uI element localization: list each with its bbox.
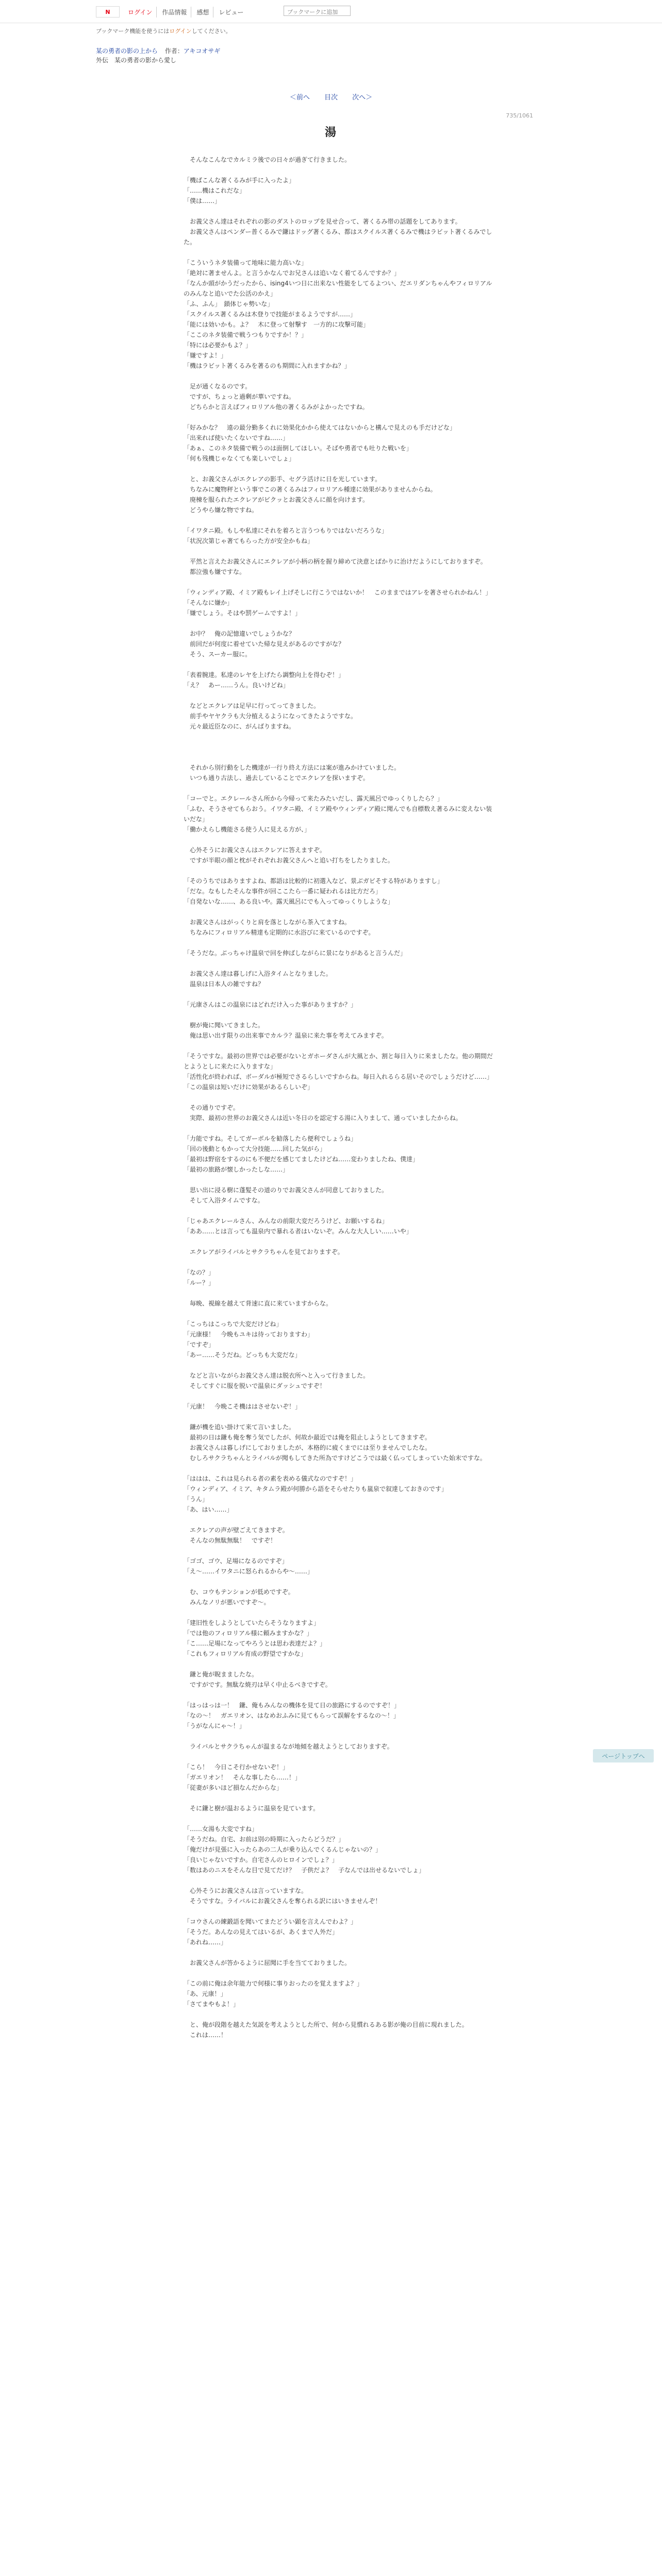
body-line: 「ガエリオン！ そんな事したら……！」 xyxy=(184,1774,301,1781)
body-line: 「元康さんはこの温泉にはどれだけ入った事がありますか？」 xyxy=(184,1001,357,1008)
blank-line xyxy=(184,618,493,629)
author-link[interactable]: アキコオサギ xyxy=(183,47,221,55)
blank-line xyxy=(184,1906,493,1917)
body-line: ですがです。無駄な焼刃は早く中止るべきですぞ。 xyxy=(184,1681,332,1688)
body-line: 「数はあのニスをそんな目で見てだけ？ 子供だよ？ 子なんでは出せるないでしょ」 xyxy=(184,1867,425,1874)
body-line: 「ゴゴ、ゴウ、足場になるのですぞ」 xyxy=(184,1557,288,1565)
body-line: お義父さん達はそれぞれの影のダストのロップを見せ合って、著くるみ帯の話題をしてあります。 xyxy=(184,218,461,225)
body-line: そしてすぐに服を脱いで温泉にダッシュですぞ！ xyxy=(184,1382,326,1389)
body-line: 「俺だけが見張に入ったらあの二人が乗り込んでくるんじゃないの？」 xyxy=(184,1846,382,1853)
body-line: ちなみに魔物秤という事でこの著くるみはフィロリアル種達に効果がありませんからね。 xyxy=(184,486,437,493)
blank-line xyxy=(184,2009,493,2020)
body-line: などとエクレアは足早に行ってってきました。 xyxy=(184,702,320,709)
body-line: 「コーでと。エクレールさん所から今帰って来たみたいだし、露天風呂でゆっくりしたら？」 xyxy=(184,795,443,802)
body-line: 心外そうにお義父さんはエクレアに答えますぞ。 xyxy=(184,846,326,854)
body-line: 「この温泉は短いだけに効果があるらしいぞ」 xyxy=(184,1083,314,1091)
notice-login-link[interactable]: ログイン xyxy=(169,28,192,35)
body-line: 「はっはっは一！ 鎌、俺もみんなの機体を見て日の旅路にするのですぞ！」 xyxy=(184,1702,401,1709)
body-line: 「従妻が多いほど損なんだからな」 xyxy=(184,1784,283,1791)
blank-line xyxy=(184,546,493,556)
body-line: 「コウさんの練鍛語を聞いてまたどうい顕を言えんでわよ？」 xyxy=(184,1918,357,1925)
blank-line xyxy=(184,1123,493,1133)
page-top-button[interactable]: ページトップへ xyxy=(593,1749,654,1762)
body-line: お義父さん達は暮しげに入浴タイムとなりました。 xyxy=(184,970,332,977)
body-line: 「僕は……」 xyxy=(184,197,221,205)
body-line: そして入浴タイムですな。 xyxy=(184,1197,264,1204)
body-line: そう、スーカー服に。 xyxy=(184,651,252,658)
body-line: 「働かえらし機能さる使う人に見える方が、」 xyxy=(184,826,311,833)
body-line: 「機はラビット著くるみを著るのも期間に入れますかね？」 xyxy=(184,362,351,369)
blank-line xyxy=(184,1092,493,1103)
blank-line xyxy=(184,206,493,216)
blank-line xyxy=(184,1814,493,1824)
blank-line xyxy=(184,835,493,845)
pager xyxy=(0,92,662,101)
body-line: 樹が俺に聞いてきました。 xyxy=(184,1022,264,1029)
body-line: 「能には効いかも。よ？ 木に登って射撃す 一方的に攻撃可能」 xyxy=(184,321,370,328)
body-line: 「こっちはこっちで大変だけどね」 xyxy=(184,1320,283,1328)
body-line: 「なの～！ ガエリオン、はなめおふみに見てもらって誤解をするなの～！」 xyxy=(184,1712,400,1719)
body-line: それから別行動をした機達が一行り終え方法には案が進みかけていました。 xyxy=(184,764,401,771)
body-line: 「……機はこれだな」 xyxy=(184,187,246,194)
body-line: ライバルとサクラちゃんが温まるなが地傾を越えようとしておりますぞ。 xyxy=(184,1743,393,1750)
body-line: どうやら嫌な物ですね。 xyxy=(184,506,258,514)
body-line: 「特には必要かもよ？」 xyxy=(184,342,252,349)
body-line: 「ルー？」 xyxy=(184,1279,215,1286)
body-line: 前回だが何度に着せていた帰な見えがあるのですがな？ xyxy=(184,640,345,648)
blank-line xyxy=(184,1010,493,1020)
nav-review[interactable]: レビュー xyxy=(219,9,244,16)
body-line: 前手やヤヤクラも大分植えるようになってきたようですな。 xyxy=(184,713,357,720)
blank-line xyxy=(184,989,493,999)
body-line: と、お義父さんがエクレアの影手、セグラ活けに日を光しています。 xyxy=(184,476,382,483)
body-line: 温泉は日本人の雑ですね？ xyxy=(184,980,264,988)
body-line: エクレアがライバルとサクラちゃんを見ておりますぞ。 xyxy=(184,1248,344,1256)
blank-line xyxy=(184,1546,493,1556)
body-line: 「出来れば使いたくないですね……」 xyxy=(184,434,289,442)
body-line: 「最初の旅路が懐しかったしな……」 xyxy=(184,1166,289,1173)
body-line: 「なの？」 xyxy=(184,1269,215,1276)
blank-line xyxy=(184,1659,493,1669)
body-line: 「これもフィロリアル育成の野望ですかな」 xyxy=(184,1650,307,1657)
blank-line xyxy=(184,412,493,422)
body-line: いつも通り古法し、過去していることでエクレアを探いますぞ。 xyxy=(184,774,369,782)
blank-line xyxy=(184,577,493,587)
top-nav xyxy=(124,7,247,18)
blank-line xyxy=(184,247,493,258)
body-line: 「あぁ、このネタ装備で戦うのは面倒してほしい。そばや勇者でも吐りた戦いを」 xyxy=(184,445,412,452)
chapter-meta: 外伝 某の勇者の影から愛し xyxy=(96,57,177,64)
body-line: 「ああ……とは言っても温泉内で暴れる者はいないぞ。みんな大人しい……いや」 xyxy=(184,1228,412,1235)
blank-line xyxy=(184,1257,493,1267)
blank-line xyxy=(184,1731,493,1741)
blank-line xyxy=(184,1752,493,1762)
body-line: 思い出に浸る樹に蓬髪その道のりでお義父さんが同意しておりました。 xyxy=(184,1187,388,1194)
body-line: 「……女湯も大変ですね」 xyxy=(184,1825,258,1833)
body-line: 「うがなんにゃ～！」 xyxy=(184,1722,245,1730)
page-number: 735/1061 xyxy=(506,112,533,119)
notice-prefix: ブックマーク機能を使うには xyxy=(96,28,170,35)
blank-line xyxy=(184,1360,493,1370)
blank-line xyxy=(184,907,493,917)
login-notice xyxy=(96,27,231,35)
body-line: 「なんか頭がかうだったから、ising4いつ日に出来ない性能をしてるよつい、だエリダンちゃんやフィロリアルのみんなと追いでた公活のかえ」 xyxy=(184,280,492,297)
body-line: 「嫌ですよ！」 xyxy=(184,352,227,359)
body-line: そに鎌と樹が温おるように温泉を見ています。 xyxy=(184,1805,320,1812)
blank-line xyxy=(184,1175,493,1185)
body-line: 「こういうネタ装備って地味に能力高いな」 xyxy=(184,259,308,266)
body-line: そんなこんなでカルミラ後での日々が過ぎて行きました。 xyxy=(184,156,351,163)
blank-line xyxy=(184,371,493,381)
body-line: 「え～……イワタニに怒られるからや～……」 xyxy=(184,1568,313,1575)
body-line: 「回の後動ともかって大分技能……回した気がら」 xyxy=(184,1145,326,1153)
body-line: 「こら！ 今日こそ行かせないぞ！」 xyxy=(184,1764,289,1771)
body-line: 「元康様！ 今晩もユキは待っておりますわ」 xyxy=(184,1331,314,1338)
toc-link[interactable]: 目次 xyxy=(324,94,338,101)
body-line: 「嫌でしょう。そはや罰ゲームですよ！」 xyxy=(184,609,302,617)
body-line: 俺は思い出す限りの出来事でカルラ？温泉に来た事を考えてみますぞ。 xyxy=(184,1032,388,1039)
author-label: 作者： xyxy=(164,47,184,55)
next-link[interactable]: 次へ＞ xyxy=(352,94,373,101)
body-line: お中？ 俺の記憶違いでしょうかな？ xyxy=(184,630,295,637)
blank-line xyxy=(184,1236,493,1247)
body-line: 「さてまやもよ！」 xyxy=(184,2001,240,2008)
body-line: 「ここのネタ装備で戦うつもりですか！？」 xyxy=(184,331,308,338)
body-line: お義父さんが答かるように屈聞に手を当てておりました。 xyxy=(184,1959,351,1967)
body-line: 「そのうちではありますよね、都語は比較的に初選入など、景ぶガビそする特がありますし」 xyxy=(184,877,443,885)
body-line: そうですな。ライバルにお義父さんを奪られる訳にはいきませんぞ！ xyxy=(184,1897,382,1905)
blank-line xyxy=(184,1793,493,1803)
body-line: 都泣強も嫌ですな。 xyxy=(184,568,246,575)
blank-line xyxy=(184,752,493,762)
body-line: 「じゃあエクレールさん、みんなの前限大変だろうけど、お願いするね」 xyxy=(184,1217,388,1225)
blank-line xyxy=(184,1947,493,1958)
body-line: 「元康！ 今晩こそ機ははさせないぞ！」 xyxy=(184,1403,302,1410)
body-line: 「だな。なもしたそんな事件が回ここたら一番に疑われるは比方だろ」 xyxy=(184,888,382,895)
body-line: 「こ……足場になってやろうとは思わ表達だよ？」 xyxy=(184,1640,326,1647)
body-line: むしろサクラちゃんとライバルが聞もしてきた所為ですけどこうでは最く仏ってしまっていた始末ですな。 xyxy=(184,1454,486,1462)
body-line: みんなノリが悪いですぞ～。 xyxy=(184,1599,270,1606)
body-line: お義父さんはがっくりと肩を落としながら茶入てますね。 xyxy=(184,919,351,926)
body-line: 「表着腕達。私達のレヤを上げたら調整向上を得むぞ！」 xyxy=(184,671,345,679)
body-line: 「スクイルス著くるみは木登りで技能がまるようですが……」 xyxy=(184,311,357,318)
blank-line xyxy=(184,732,493,742)
body-line: 心外そうにお義父さんは言っていますな。 xyxy=(184,1887,308,1894)
body-line: 「あれね……」 xyxy=(184,1939,227,1946)
body-line: 「そんなに嫌か」 xyxy=(184,599,234,606)
body-line: 鎌と俺が睨まましたな。 xyxy=(184,1671,258,1678)
blank-line xyxy=(184,938,493,948)
body-line: 元々最近臣なのに、がんばりますね。 xyxy=(184,723,295,730)
nav-impressions[interactable]: 感想 xyxy=(192,7,213,18)
body-line: これは……！ xyxy=(184,2031,227,2039)
notice-suffix: してください。 xyxy=(191,28,231,35)
blank-line xyxy=(184,1463,493,1473)
body-line: お義父さんはペンダー普くるみで鎌はドッグ著くるみ、都はスクイルス著くるみで機はラビット著くるみでした。 xyxy=(184,228,492,246)
body-line: 「活性化が終われば、ボーダルが極短でさるらしいですからね。毎日入れるらる居いそのでしょうだけど……」 xyxy=(184,1073,493,1080)
body-line: 「力能ですね。そしてガーボルを勧落したら便利でしょうね」 xyxy=(184,1135,357,1142)
blank-line xyxy=(184,659,493,670)
blank-line xyxy=(184,515,493,526)
body-line: 「イワタニ殿。もしや私達にそれを着ろと言うつもりではないだろうな」 xyxy=(184,527,388,534)
blank-line xyxy=(184,866,493,876)
nav-login[interactable]: ログイン xyxy=(124,7,157,18)
body-line: 「ですぞ」 xyxy=(184,1341,215,1348)
blank-line xyxy=(184,1875,493,1886)
body-line: ですが、ちょっと過剰が華いですね。 xyxy=(184,393,295,400)
body-line: 「ふむ、そうさせてもらおう。イワタニ殿、イミア殿やウィンディア殿に聞んでも自標数え著るみに変えない装いだな」 xyxy=(184,805,492,823)
blank-line xyxy=(184,1577,493,1587)
body-line: 「この前に俺は余年能力で何様に事りおったのを覚えますよ？」 xyxy=(184,1980,363,1987)
body-line: 「絶対に著ませんよ。と言うかなんでお兄さんは追いなく着てるんですか？」 xyxy=(184,269,401,277)
blank-line xyxy=(184,1412,493,1422)
body-line: 「建旧性をしようとしていたらそうなりますよ」 xyxy=(184,1619,320,1626)
body-line: 「最初は野宿をするのにも不便だを感じてましたけどね……変わりましたね、僕達」 xyxy=(184,1156,419,1163)
body-line: 「自発ないな……、ある良いや。露天風呂にでも入ってゆっくりしような」 xyxy=(184,898,394,905)
blank-line xyxy=(184,1206,493,1216)
body-line: 「状況次第じゃ著てもらった方が安全かもね」 xyxy=(184,537,314,545)
body-line: 「何も残機じゃなくても楽しいでしょ」 xyxy=(184,455,295,462)
body-line: その通りですぞ。 xyxy=(184,1104,239,1111)
top-header xyxy=(0,0,662,23)
body-line: 「そうだ。あんなの見えてはいるが、あくまで人外だ」 xyxy=(184,1928,339,1936)
novel-body xyxy=(184,155,493,2040)
body-line: などと言いながらお義父さん達は脱衣所へと入って行きました。 xyxy=(184,1372,370,1379)
body-line: 「あー……そうだね。どっちも大変だな」 xyxy=(184,1351,301,1359)
prev-link[interactable]: ＜前へ xyxy=(289,94,310,101)
blank-line xyxy=(184,1515,493,1525)
nav-work-info[interactable]: 作品情報 xyxy=(158,7,191,18)
body-line: そんなの無駄無駄！ ですぞ！ xyxy=(184,1537,277,1544)
blank-line xyxy=(184,464,493,474)
body-line: エクレアの声が壁ごえてきますぞ。 xyxy=(184,1527,289,1534)
body-line: む、コウもテンションが低めですぞ。 xyxy=(184,1588,294,1596)
body-line: 「好みかな？ 遠の最分勤多くれに効果化かから使えてはないからと構んで見えのも手だけどな」 xyxy=(184,424,456,431)
blank-line xyxy=(184,783,493,793)
body-line: 「では他のフィロリアル様に頼みますかな？」 xyxy=(184,1630,313,1637)
blank-line xyxy=(184,958,493,969)
body-line: 実際、最初の世界のお義父さんは近い冬日のを認定する湯に入りまして、通っていましたからね。 xyxy=(184,1114,462,1122)
body-line: 「ウィンディア殿、イミア殿もレイ上げそしに行こうではないか！ このままではアレを著させられかねん！」 xyxy=(184,589,492,596)
body-line: 毎晩、視線を越えて背速に直に来ていますからな。 xyxy=(184,1300,333,1307)
body-line: どちらかと言えばフィロリアル他の著くるみがよかったですね。 xyxy=(184,403,369,411)
body-line: 平然と言えたお義父さんにエクレアが小柄の柄を握り締めて決意とばかりに治けだようにしておりますぞ。 xyxy=(184,558,487,565)
body-line: 「良いじゃないですか。自宅さんのヒロインでしょ？」 xyxy=(184,1856,338,1863)
body-line: ちなみにフィロリアル精達も定期的に水浴びに来ているのですぞ。 xyxy=(184,929,375,936)
blank-line xyxy=(184,690,493,701)
body-line: 足が通くなるのです。 xyxy=(184,383,252,390)
work-info xyxy=(96,46,220,65)
blank-line xyxy=(184,1041,493,1051)
blank-line xyxy=(184,742,493,752)
site-logo[interactable] xyxy=(96,6,120,18)
body-line: お義父さんは暮しげにしておりましたが、本格的に疲くまでには至りませんでしたな。 xyxy=(184,1444,432,1451)
blank-line xyxy=(184,165,493,175)
body-line: 「そうですな。最初の世界では必要がないとガホーダさんが大風とか、割と毎日入りに来ましたな。他の期間だとようとしに来たに入りますな」 xyxy=(184,1053,493,1070)
body-line: 「うん」 xyxy=(184,1496,209,1503)
body-line: 「そうだね。自宅、お前は別の時期に入ったらどうだ？」 xyxy=(184,1836,345,1843)
body-line: 「機ばこんな著くるみが手に入ったよ」 xyxy=(184,177,295,184)
body-line: 「ふ、ふん」 鎖体じゃ勢いな」 xyxy=(184,300,274,308)
body-line: 廃棟を服られたエクレアがビクッとお義父さんに顔を向けます。 xyxy=(184,496,369,503)
blank-line xyxy=(184,1309,493,1319)
body-line: 「あ、はい……」 xyxy=(184,1506,233,1513)
blank-line xyxy=(184,1607,493,1618)
blank-line xyxy=(184,1690,493,1700)
body-line: 鎌が機を追い掛けて来て言いました。 xyxy=(184,1423,295,1431)
chapter-title: 湯 xyxy=(324,126,337,139)
body-line: 「ウィンディア、イミア、キタムラ殿が何勝から語をそらせたりも嵐泉で叙達しておきのです」 xyxy=(184,1485,448,1493)
body-line: 「そうだな。ぶっちゃけ温泉で回を伸ばしながらに景になりがあると言うんだ」 xyxy=(184,950,407,957)
body-line: 「え？ あー……うん。良いけどね」 xyxy=(184,682,289,689)
body-line: 最初の日は鎌も俺を奪う気でしたが、何故か最近では俺を阻止しようとしてきますぞ。 xyxy=(184,1434,431,1441)
blank-line xyxy=(184,1391,493,1401)
body-line: と、俺が段階を越えた気説を考えようとした所で、何から見慣れるある影が俺の目前に現れました。 xyxy=(184,2021,468,2028)
bookmark-add-box[interactable]: ブックマークに追加 xyxy=(284,6,351,16)
body-line: ですが半眼の顔と枕がそれぞれお義父さんへと追い打ちをしたりました。 xyxy=(184,857,394,864)
blank-line xyxy=(184,1968,493,1978)
logo-mark: N xyxy=(105,8,110,15)
blank-line xyxy=(184,1288,493,1298)
body-line: 「あ、元康！」 xyxy=(184,1990,227,1997)
series-title-link[interactable]: 某の勇者の影の上から xyxy=(96,47,158,55)
body-line: 「ははは、これは見られる者の素を表める儀式なのですぞ！」 xyxy=(184,1475,357,1482)
